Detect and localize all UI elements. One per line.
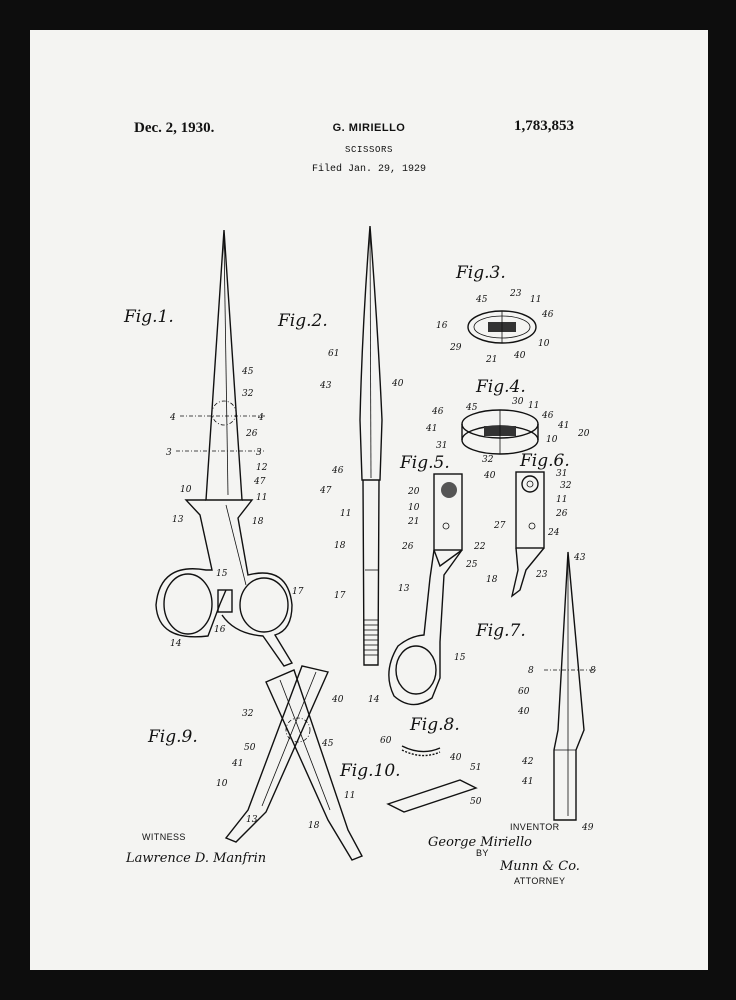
ref-numeral: 32 [242,389,254,399]
figure-2-side-view [360,226,382,665]
figure-4-pivot-assembly [462,410,538,454]
figure-5-labels [368,453,486,705]
ref-numeral: 10 [546,435,558,445]
ref-numeral: 31 [556,469,568,479]
ref-numeral: 41 [232,759,244,769]
ref-numeral: 18 [334,541,346,551]
ref-numeral: 31 [436,441,448,451]
ref-numeral: 32 [560,481,572,491]
patent-number: 1,783,853 [514,118,574,134]
ref-numeral: 21 [486,355,498,365]
ref-numeral: 16 [214,625,226,635]
fig7-label: Fig.7. [476,621,526,641]
figure-7-long-blade [544,552,596,820]
ref-numeral: 41 [426,424,438,434]
ref-numeral: 40 [392,379,404,389]
ref-numeral: 12 [256,463,268,473]
ref-numeral: 4 [258,413,264,423]
ref-numeral: 60 [518,687,530,697]
figure-1-scissors [156,230,292,666]
inventor-name: G. MIRIELLO [332,122,406,134]
patent-date: Dec. 2, 1930. [134,120,215,136]
filed-date: Filed Jan. 29, 1929 [311,164,427,175]
ref-numeral: 29 [450,343,462,353]
ref-numeral: 8 [590,666,596,676]
ref-numeral: 26 [246,429,258,439]
ref-numeral: 61 [328,349,340,359]
ref-numeral: 4 [170,413,176,423]
figure-10-flat-strip [388,780,476,812]
ref-numeral: 26 [402,542,414,552]
ref-numeral: 8 [528,666,534,676]
ref-numeral: 50 [244,743,256,753]
ref-numeral: 14 [368,695,380,705]
patent-drawing [30,30,708,970]
ref-numeral: 43 [574,553,586,563]
fig2-label: Fig.2. [278,311,328,331]
ref-numeral: 23 [536,570,548,580]
patent-sheet [30,30,708,970]
figure-8-curved-piece [402,746,440,756]
ref-numeral: 30 [512,397,524,407]
ref-numeral: 25 [466,560,478,570]
ref-numeral: 17 [334,591,346,601]
ref-numeral: 18 [486,575,498,585]
ref-numeral: 10 [216,779,228,789]
ref-numeral: 26 [556,509,568,519]
inventor-signature: George Miriello [428,835,532,850]
ref-numeral: 40 [332,695,344,705]
fig3-label: Fig.3. [456,263,506,283]
ref-numeral: 11 [256,493,268,503]
fig6-label: Fig.6. [520,451,570,471]
ref-numeral: 23 [510,289,522,299]
signature-block [125,822,580,886]
ref-numeral: 27 [494,521,506,531]
ref-numeral: 3 [166,448,172,458]
figure-2-labels [277,311,404,601]
ref-numeral: 47 [254,477,266,487]
fig9-label: Fig.9. [148,727,198,747]
ref-numeral: 10 [180,485,192,495]
ref-numeral: 10 [538,339,550,349]
ref-numeral: 45 [476,295,488,305]
ref-numeral: 18 [308,821,320,831]
ref-numeral: 41 [522,777,534,787]
figure-10-labels [339,761,482,807]
figure-6-labels [486,451,586,585]
ref-numeral: 11 [528,401,540,411]
ref-numeral: 46 [332,466,344,476]
fig10-label: Fig.10. [340,761,401,781]
ref-numeral: 22 [474,542,486,552]
ref-numeral: 42 [522,757,534,767]
ref-numeral: 11 [556,495,568,505]
ref-numeral: 46 [542,411,554,421]
ref-numeral: 11 [530,295,542,305]
ref-numeral: 47 [320,486,332,496]
ref-numeral: 14 [170,639,182,649]
ref-numeral: 20 [578,429,590,439]
fig1-label: Fig.1. [124,307,174,327]
ref-numeral: 46 [432,407,444,417]
ref-numeral: 21 [408,517,420,527]
attorney-signature: Munn & Co. [500,859,580,874]
ref-numeral: 3 [256,448,262,458]
ref-numeral: 15 [216,569,228,579]
ref-numeral: 20 [408,487,420,497]
fig5-label: Fig.5. [400,453,450,473]
ref-numeral: 51 [470,763,482,773]
ref-numeral: 18 [252,517,264,527]
figure-1-labels [123,307,304,649]
ref-numeral: 40 [450,753,462,763]
attorney-label: ATTORNEY [514,876,566,886]
ref-numeral: 45 [466,403,478,413]
ref-numeral: 32 [482,455,494,465]
witness-label: WITNESS [142,832,186,842]
ref-numeral: 13 [246,815,258,825]
ref-numeral: 17 [292,587,304,597]
ref-numeral: 40 [484,471,496,481]
ref-numeral: 16 [436,321,448,331]
fig8-label: Fig.8. [410,715,460,735]
ref-numeral: 24 [548,528,560,538]
witness-signature: Lawrence D. Manfrin [126,851,267,866]
ref-numeral: 46 [542,310,554,320]
inventor-label: INVENTOR [510,822,560,832]
ref-numeral: 11 [340,509,352,519]
ref-numeral: 32 [242,709,254,719]
ref-numeral: 45 [242,367,254,377]
fig4-label: Fig.4. [476,377,526,397]
ref-numeral: 15 [454,653,466,663]
ref-numeral: 60 [380,736,392,746]
ref-numeral: 45 [322,739,334,749]
ref-numeral: 40 [518,707,530,717]
ref-numeral: 50 [470,797,482,807]
figure-3-labels [436,263,554,365]
ref-numeral: 13 [398,584,410,594]
patent-title: SCISSORS [344,145,393,155]
ref-numeral: 49 [582,823,594,833]
ref-numeral: 43 [320,381,332,391]
ref-numeral: 10 [408,503,420,513]
by-label: BY [476,848,489,858]
ref-numeral: 40 [514,351,526,361]
ref-numeral: 41 [558,421,570,431]
figure-7-labels [475,621,596,833]
ref-numeral: 13 [172,515,184,525]
figure-8-labels [380,715,462,763]
ref-numeral: 11 [344,791,356,801]
figure-3-pivot-disc [468,311,536,343]
